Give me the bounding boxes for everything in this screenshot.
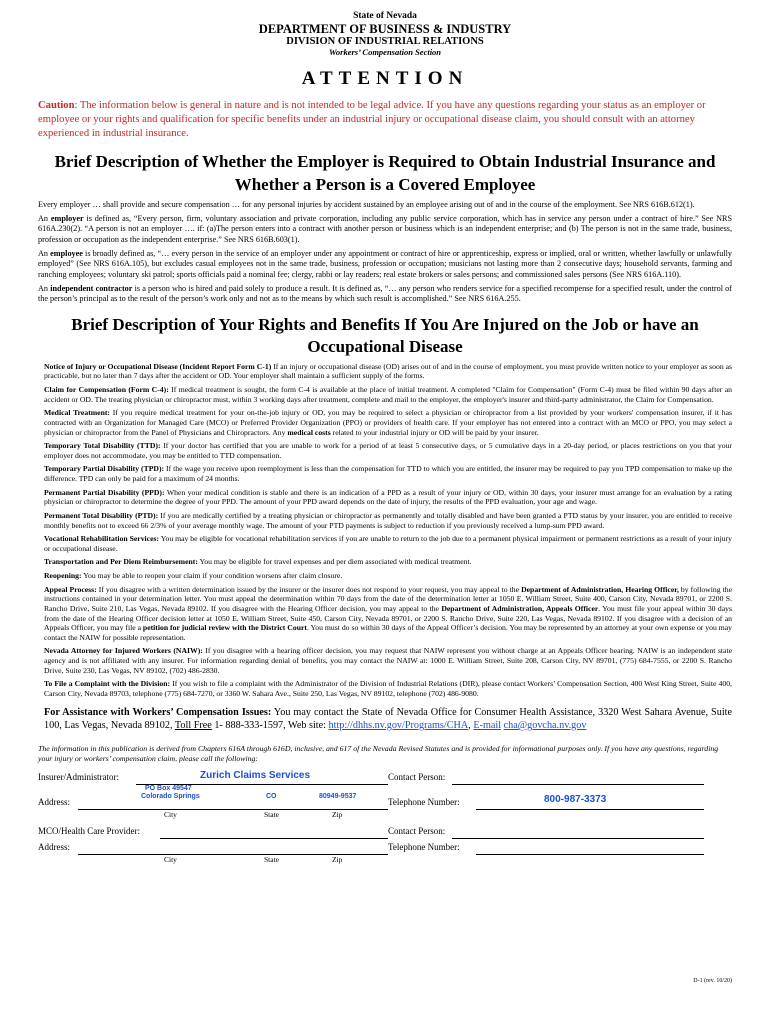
employer-definition: [38, 214, 732, 245]
employee-definition: [38, 249, 732, 280]
informational-note: The information in this publication is derived from Chapters 616A through 616D, inclusive, and 617 of the Nevada Revised Statutes and is provided for informational purposes only. If you have any questions, regarding your injury or workers’ compensation claim, please call the following:: [38, 744, 719, 764]
text: You may contact the State of Nevada Office for Consumer Health Assistance, 3320 West Sahara Avenue, Suite 100, Las Vegas, Nevada 89102,: [44, 706, 732, 731]
state2-caption: State: [264, 854, 279, 864]
benefit-heading: Department of Administration, Appeals Officer: [441, 603, 599, 613]
assistance-heading: For Assistance with Workers’ Compensation Issues:: [44, 706, 272, 718]
department-name: DEPARTMENT OF BUSINESS & INDUSTRY: [258, 21, 512, 36]
benefit-item: [38, 646, 732, 675]
benefit-text: If you wish to file a complaint with the Administrator of the Division of Industrial Relations (DIR), please contact Workers’ Compensation Section, 400 West King Street, Suite 400, Carson City, Nevada 89703, telephone (775) 684-7270, or 3360 W. Sahara Ave., Suite 250, Las Vegas, NV 89102, telephone (702) 486-9080.: [44, 679, 732, 698]
attention-heading: ATTENTION: [301, 68, 469, 90]
email-label: E-mail: [473, 719, 502, 731]
insurer-label: Insurer/Administrator:: [38, 771, 119, 782]
benefit-item: [38, 534, 732, 553]
state-name: State of Nevada: [353, 11, 417, 21]
text: An: [38, 248, 51, 258]
contact-person-field[interactable]: [452, 784, 704, 785]
benefit-heading: Notice of Injury or Occupational Disease (Incident Report Form C-1): [44, 361, 272, 371]
contact-person2-field[interactable]: [452, 838, 704, 839]
benefit-item: [38, 585, 732, 643]
benefit-text: related to your industrial injury or OD will be paid by your insurer.: [330, 427, 539, 437]
email-link[interactable]: cha@govcha.nv.gov: [503, 719, 587, 731]
text: 1- 888-333-1597, Web site:: [211, 719, 329, 731]
benefit-text: If you require medical treatment for your on-the-job injury or OD, you may be required to select a physician or chiropractor from a list provided by your workers' compensation insurer, if it has contracted with an Organization for Managed Care (MCO) or Preferred Provider Organization (PPO) or providers of health care. If your employer has not entered into a contract with an MCO or PPO, you may select a physician or chiropractor from the Panel of Physicians and Chiropractors. Any: [44, 408, 732, 437]
benefit-item: [38, 571, 732, 581]
text: is defined as, “Every person, firm, voluntary association and private corporation, including any public service corporation, which has in service any person under a contract of hire.” See NRS 616A.230(2). “A person is not an employer …. if: (a)The person enters into a contract with another person or business which is an independent enterprise; and (b) The person is not in the same trade, business, profession or occupation as the independent enterprise.” See NRS 616B.603(1).: [38, 213, 733, 244]
address2-label: Address:: [38, 841, 70, 852]
benefit-text: If you are medically certified by a treating physician or chiropractor as permanently and totally disabled and have been granted a PTD status by your insurer, you are entitled to receive monthly benefits not to exceed 66 2/3% of your average monthly wage. The amount of your PTD payments is subject to reduction if you previously received a lump-sum PPD award.: [44, 510, 732, 530]
address-city-value: Colorado Springs: [141, 792, 200, 800]
revision-code: D-1 (rev. 10/20): [693, 978, 732, 984]
benefit-item: [38, 408, 732, 437]
benefit-heading: petition for judicial review with the District Court: [142, 623, 307, 633]
telephone-value: 800-987-3373: [544, 793, 607, 805]
address-state-value: CO: [266, 792, 277, 800]
benefit-text: When your medical condition is stable and there is an indication of a PPD as a result of your injury or OD, within 30 days, your insurer must arrange for an evaluation by a rating physician or chiropractor to determine the degree of your PPD. The amount of your PPD award depends on the date of injury, the results of the PPD evaluation, your age and wage.: [44, 487, 732, 507]
telephone2-field[interactable]: [476, 854, 704, 855]
mco-field[interactable]: [160, 838, 388, 839]
benefit-heading: Department of Administration, Hearing Officer,: [521, 584, 679, 594]
caution-paragraph: [38, 99, 732, 140]
assistance-paragraph: [38, 706, 732, 733]
benefit-item: [38, 488, 732, 507]
benefit-heading: Temporary Total Disability (TTD):: [44, 441, 161, 451]
text: is broadly defined as, “… every person in the service of an employer under any appointment or contract of hire or apprenticeship, express or implied, oral or written, whether lawfully or unlawfully employed” (See NRS 616A.105), but excludes casual employees not in the same trade, business, profession or occupation; musicians not lasting more than 2 consecutive days; household servants, farming and ranching employees; voluntary ski patrol; sports officials paid a nominal fee; clergy, rabbi or lay readers; real estate brokers or sales persons; and commissioned sales persons (See NRS 616A.110).: [38, 248, 732, 279]
benefit-heading: Nevada Attorney for Injured Workers (NAIW):: [44, 646, 203, 656]
address-line1-value: PO Box 49547: [145, 784, 192, 792]
caution-text: : The information below is general in nature and is not intended to be legal advice. If you have any questions regarding your status as an employer or employee or your rights and qualification for specific benefits under an industrial injury or occupational disease claim, you should consult with an attorney experienced in industrial insurance.: [38, 100, 706, 139]
term-employee: employee: [50, 248, 83, 258]
toll-free-label: Toll Free: [174, 719, 212, 731]
benefit-heading: To File a Complaint with the Division:: [44, 679, 171, 689]
benefit-text: If medical treatment is sought, the form C-4 is available at the place of initial treatment. A completed "Claim for Compensation" (Form C-4) must be filed within 90 days after an accident or OD. The treating physician or chiropractor must, within 3 working days after treatment, complete and mail to the employer, the employer's insurer and third-party administrator, the Claim for Compensation.: [44, 385, 732, 404]
contact-person-label: Contact Person:: [388, 771, 446, 782]
benefit-text: You may be eligible for vocational rehabilitation services if you are unable to return to the job due to a permanent physical impairment or permanent restrictions as a result of your injury or occupational disease.: [44, 534, 732, 553]
benefit-heading: Permanent Total Disability (PTD):: [44, 510, 159, 520]
city-caption: City: [164, 809, 177, 819]
benefit-text: If you disagree with a hearing officer decision, you may request that NAIW represent you without charge at an Appeals Officer hearing. NAIW is an independent state agency and is not affiliated with any insurer. For information regarding denial of benefits, you may contact the NAIW at: 1000 E. William Street, Suite 208, Carson City, NV 89701, (775) 684-7555, or 2200 S. Rancho Drive, Suite 230, Las Vegas, NV 89102, (702) 486-2830.: [44, 646, 732, 675]
contractor-definition: [38, 284, 732, 305]
telephone-label: Telephone Number:: [388, 796, 460, 807]
contact-person2-label: Contact Person:: [388, 825, 446, 836]
division-name: DIVISION OF INDUSTRIAL RELATIONS: [286, 36, 484, 48]
city2-caption: City: [164, 854, 177, 864]
zip2-caption: Zip: [332, 854, 343, 864]
benefit-item: [38, 441, 732, 460]
zip-caption: Zip: [332, 809, 343, 819]
benefit-text: . You must file your appeal within 30 days from the date of the Hearing Officer decision letter at 1050 E. William Street, Suite 450, Carson City, Nevada 89701, or 2200 S. Rancho Drive, Suite 220, Las Vegas, Nevada 89102. If you disagree with a decision of an Appeals Officer, you may file a: [44, 603, 732, 633]
benefit-item: [38, 679, 732, 698]
benefit-heading: Transportation and Per Diem Reimbursement:: [44, 557, 198, 567]
benefit-heading: Medical Treatment:: [44, 408, 110, 418]
telephone-field[interactable]: [476, 809, 704, 810]
term-independent-contractor: independent contractor: [50, 283, 133, 293]
mco-label: MCO/Health Care Provider:: [38, 825, 140, 836]
benefit-heading: Claim for Compensation (Form C-4):: [44, 385, 169, 394]
benefit-item: [38, 385, 732, 404]
benefit-text: If an injury or occupational disease (OD) arises out of and in the course of employment, you must provide written notice to your employer as soon as practicable, but no later than 7 days after the accident or OD. Your employer shall maintain a sufficient supply of the forms.: [44, 361, 732, 381]
caution-label: Caution: [38, 100, 75, 112]
benefits-list: [38, 362, 732, 699]
website-link[interactable]: http://dhhs.nv.gov/Programs/CHA: [328, 719, 469, 731]
benefit-heading: Vocational Rehabilitation Services:: [44, 534, 160, 544]
benefit-item: [38, 557, 732, 567]
benefit-heading: Permanent Partial Disability (PPD):: [44, 487, 165, 497]
insurer-value: Zurich Claims Services: [200, 769, 311, 781]
section1-title: Brief Description of Whether the Employer is Required to Obtain Industrial Insurance and Whether a Person is a Covered Employee: [54, 152, 716, 194]
benefit-item: [38, 362, 732, 381]
benefit-heading: Appeal Process:: [44, 584, 97, 594]
benefit-text: by following the instructions contained in your determination letter. You must appeal the determination within 70 days from the date of the determination letter at 1050 E. William Street, Suite 400, Carson City, Nevada 89701, or 2200 S. Rancho Drive, Suite 210, Las Vegas, Nevada 89102. If you disagree with the Hearing Officer decision, you may appeal to the: [44, 584, 732, 613]
address-label: Address:: [38, 796, 70, 807]
text: An: [38, 283, 51, 293]
benefit-text: If your doctor has certified that you are unable to work for a period of at least 5 consecutive days, or 5 cumulative days in a 20-day period, or places restrictions on you that your employer does not accommodate, you may be entitled to TTD compensation.: [44, 441, 732, 460]
benefit-heading: medical costs: [287, 427, 331, 437]
address-zip-value: 80949-9537: [319, 792, 357, 800]
term-employer: employer: [50, 213, 84, 223]
benefit-text: You may be eligible for travel expenses and per diem associated with medical treatment.: [197, 557, 472, 567]
section2-title: Brief Description of Your Rights and Benefits If You Are Injured on the Job or have an Occupational Disease: [71, 314, 699, 356]
telephone2-label: Telephone Number:: [388, 841, 460, 852]
benefit-heading: Temporary Partial Disability (TPD):: [44, 464, 165, 474]
section1-paragraph: Every employer … shall provide and secure compensation … for any personal injuries by accident sustained by an employee arising out of and in the course of the employment. See NRS 616B.612(1).: [38, 199, 695, 209]
benefit-heading: Reopening:: [44, 571, 82, 580]
benefit-item: [38, 511, 732, 530]
text: is a person who is hired and paid solely to produce a result. It is defined as, “… any person who renders service for a specified recompense for a specified result, under the control of the person’s principal as to the result of the person’s work only and not as to the means by which such result is accomplished.” See NRS 616A.255.: [38, 283, 732, 304]
benefit-text: . You must do so within 30 days of the Appeal Officer’s decision. You may be represented by an attorney at your own expense or you may contact the NAIW for possible representation.: [44, 623, 732, 642]
state-caption: State: [264, 809, 279, 819]
benefit-text: If you disagree with a written determination issued by the insurer or the insurer does not respond to your request, you may appeal to the: [96, 584, 522, 594]
letterhead: [38, 0, 732, 58]
section-name: Workers’ Compensation Section: [328, 47, 442, 58]
benefit-item: [38, 464, 732, 483]
benefit-text: You may be able to reopen your claim if your condition worsens after claim closure.: [81, 571, 343, 580]
text: ,: [468, 719, 474, 731]
contact-form: [38, 770, 732, 880]
benefit-text: If the wage you receive upon reemployment is less than the compensation for TTD to which you are entitled, the insurer may be required to pay you TPD compensation to make up the difference. TPD can only be paid for a maximum of 24 months.: [44, 464, 732, 483]
text: An: [38, 213, 51, 223]
